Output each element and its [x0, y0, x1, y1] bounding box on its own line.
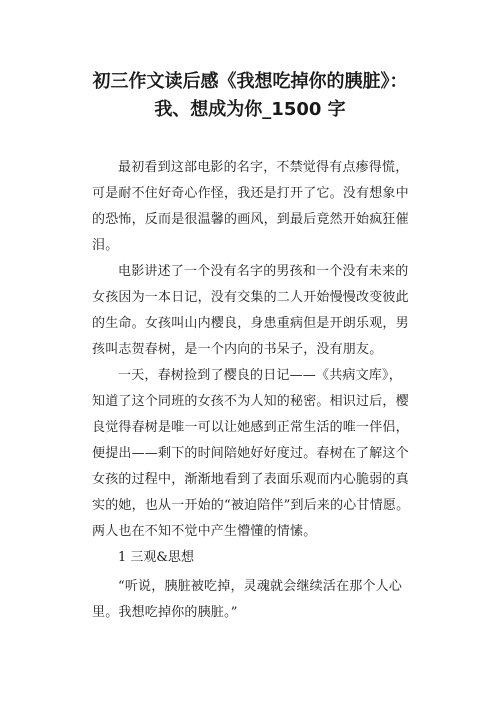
paragraph-line: 知道了这个同班的女孩不为人知的秘密。相识过后，樱 [92, 394, 409, 409]
paragraph-line: 泪。 [92, 238, 119, 253]
paragraph-3 [92, 363, 410, 545]
document-title-line2: 我、想成为你_1500 字 [154, 99, 346, 120]
paragraph-line: 实的她，也从一开始的“被迫陪伴”到后来的心甘情愿。 [92, 498, 410, 513]
quote-line: “听说，胰脏被吃掉，灵魂就会继续活在那个人心 [118, 579, 403, 594]
paragraph-line: 女孩的过程中，渐渐地看到了表面乐观而内心脆弱的真 [92, 472, 409, 487]
section-heading: 1 三观&思想 [118, 550, 194, 565]
paragraph-2 [92, 259, 409, 363]
quote-line: 里。我想吃掉你的胰脏。” [92, 605, 238, 620]
paragraph-1 [92, 155, 409, 259]
paragraph-line: 便提出——剩下的时间陪她好好度过。春树在了解这个 [92, 446, 409, 461]
paragraph-line: 的生命。女孩叫山内樱良，身患重病但是开朗乐观，男 [92, 316, 409, 331]
paragraph-line: 可是耐不住好奇心作怪，我还是打开了它。没有想象中 [92, 186, 409, 201]
document-title-line1: 初三作文读后感《我想吃掉你的胰脏》： [92, 71, 408, 92]
paragraph-line: 两人也在不知不觉中产生懵懂的情愫。 [92, 524, 317, 539]
paragraph-line: 的恐怖，反而是很温馨的画风，到最后竟然开始疯狂催 [92, 212, 409, 227]
paragraph-line: 一天，春树捡到了樱良的日记——《共病文库》， [118, 368, 402, 383]
paragraph-line: 女孩因为一本日记，没有交集的二人开始慢慢改变彼此 [92, 290, 409, 305]
quote-paragraph [92, 574, 408, 626]
paragraph-line: 孩叫志贺春树，是一个内向的书呆子，没有朋友。 [92, 342, 383, 357]
paragraph-line: 电影讲述了一个没有名字的男孩和一个没有未来的 [118, 264, 409, 279]
paragraph-line: 最初看到这部电影的名字，不禁觉得有点瘆得慌， [118, 160, 409, 175]
paragraph-line: 良觉得春树是唯一可以让她感到正常生活的唯一伴侣， [92, 420, 409, 435]
